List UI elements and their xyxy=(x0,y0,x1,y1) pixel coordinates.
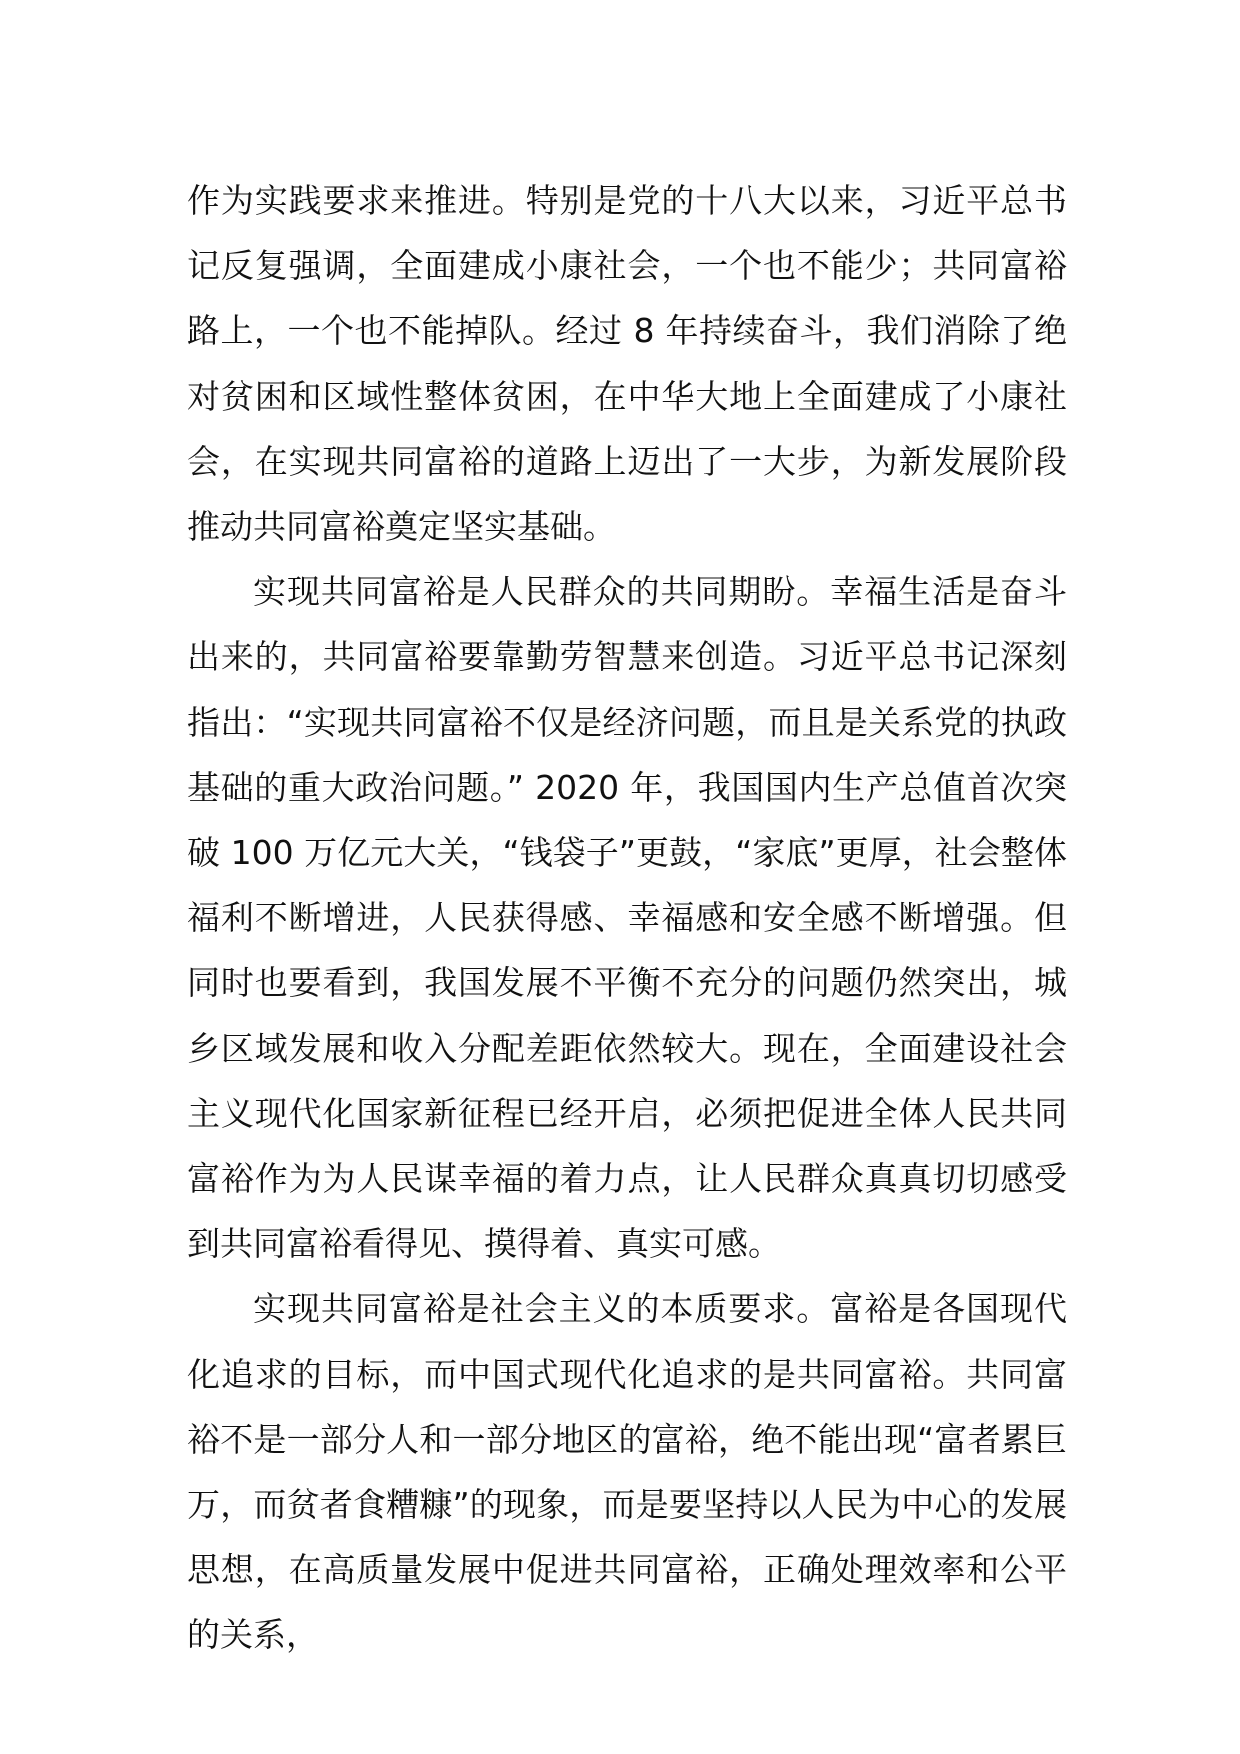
document-body xyxy=(187,168,1067,1668)
paragraph-2: 实现共同富裕是人民群众的共同期盼。幸福生活是奋斗出来的，共同富裕要靠勤劳智慧来创造。习近平总书记深刻指出：“实现共同富裕不仅是经济问题，而且是关系党的执政基础的重大政治问题。” 2020 年，我国国内生产总值首次突破 100 万亿元大关，“钱袋子”更鼓，“家底”更厚，社会整体福利不断增进，人民获得感、幸福感和安全感不断增强。但同时也要看到，我国发展不平衡不充分的问题仍然突出，城乡区域发展和收入分配差距依然较大。现在，全面建设社会主义现代化国家新征程已经开启，必须把促进全体人民共同富裕作为为人民谋幸福的着力点，让人民群众真真切切感受到共同富裕看得见、摸得着、真实可感。 xyxy=(187,572,1067,1264)
paragraph-1: 作为实践要求来推进。特别是党的十八大以来，习近平总书记反复强调，全面建成小康社会，一个也不能少；共同富裕路上，一个也不能掉队。经过 8 年持续奋斗，我们消除了绝对贫困和区域性整体贫困，在中华大地上全面建成了小康社会，在实现共同富裕的道路上迈出了一大步，为新发展阶段推动共同富裕奠定坚实基础。 xyxy=(187,181,1067,547)
paragraph-3: 实现共同富裕是社会主义的本质要求。富裕是各国现代化追求的目标，而中国式现代化追求的是共同富裕。共同富裕不是一部分人和一部分地区的富裕，绝不能出现“富者累巨万，而贫者食糟糠”的现象，而是要坚持以人民为中心的发展思想，在高质量发展中促进共同富裕，正确处理效率和公平的关系， xyxy=(187,1289,1067,1655)
